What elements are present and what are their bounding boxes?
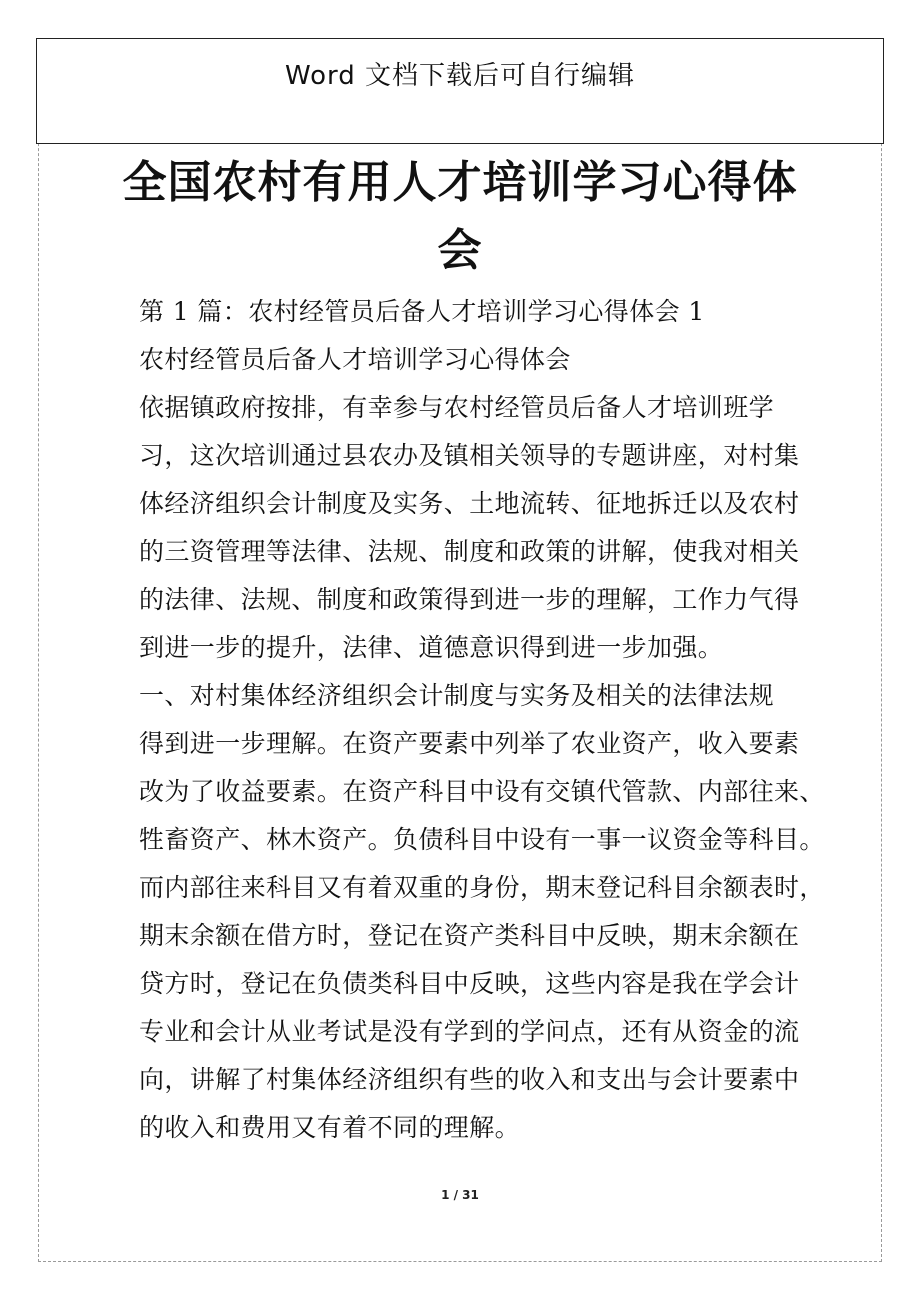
body-line: 改为了收益要素。在资产科目中设有交镇代管款、内部往来、 [139, 777, 825, 806]
body-line: 的三资管理等法律、法规、制度和政策的讲解，使我对相关 [139, 537, 800, 566]
page-number: 1 / 31 [441, 1188, 479, 1202]
body-line: 的收入和费用又有着不同的理解。 [139, 1113, 521, 1142]
body-line: 期末余额在借方时，登记在资产类科目中反映，期末余额在 [139, 921, 800, 950]
subtitle-line: 农村经管员后备人才培训学习心得体会 [139, 345, 571, 374]
body-line: 习，这次培训通过县农办及镇相关领导的专题讲座，对村集 [139, 441, 800, 470]
body-line: 贷方时，登记在负债类科目中反映，这些内容是我在学会计 [139, 969, 800, 998]
document-title-line-1: 全国农村有用人才培训学习心得体 [122, 157, 798, 208]
document-title-line-2: 会 [437, 225, 483, 276]
body-line: 一、对村集体经济组织会计制度与实务及相关的法律法规 [139, 681, 775, 710]
body-line: 而内部往来科目又有着双重的身份，期末登记科目余额表时， [139, 873, 825, 902]
download-banner-text: Word 文档下载后可自行编辑 [284, 61, 636, 91]
body-line: 专业和会计从业考试是没有学到的学问点，还有从资金的流 [139, 1017, 800, 1046]
body-line: 依据镇政府按排，有幸参与农村经管员后备人才培训班学 [139, 393, 775, 422]
body-line: 得到进一步理解。在资产要素中列举了农业资产，收入要素 [139, 729, 800, 758]
download-banner-box [36, 38, 884, 144]
body-line: 体经济组织会计制度及实务、土地流转、征地拆迁以及农村 [139, 489, 800, 518]
body-line: 的法律、法规、制度和政策得到进一步的理解，工作力气得 [139, 585, 800, 614]
body-line: 牲畜资产、林木资产。负债科目中设有一事一议资金等科目。 [139, 825, 825, 854]
body-line: 向，讲解了村集体经济组织有些的收入和支出与会计要素中 [139, 1065, 800, 1094]
body-line: 到进一步的提升，法律、道德意识得到进一步加强。 [139, 633, 724, 662]
section-heading: 第 1 篇：农村经管员后备人才培训学习心得体会 1 [139, 297, 705, 326]
